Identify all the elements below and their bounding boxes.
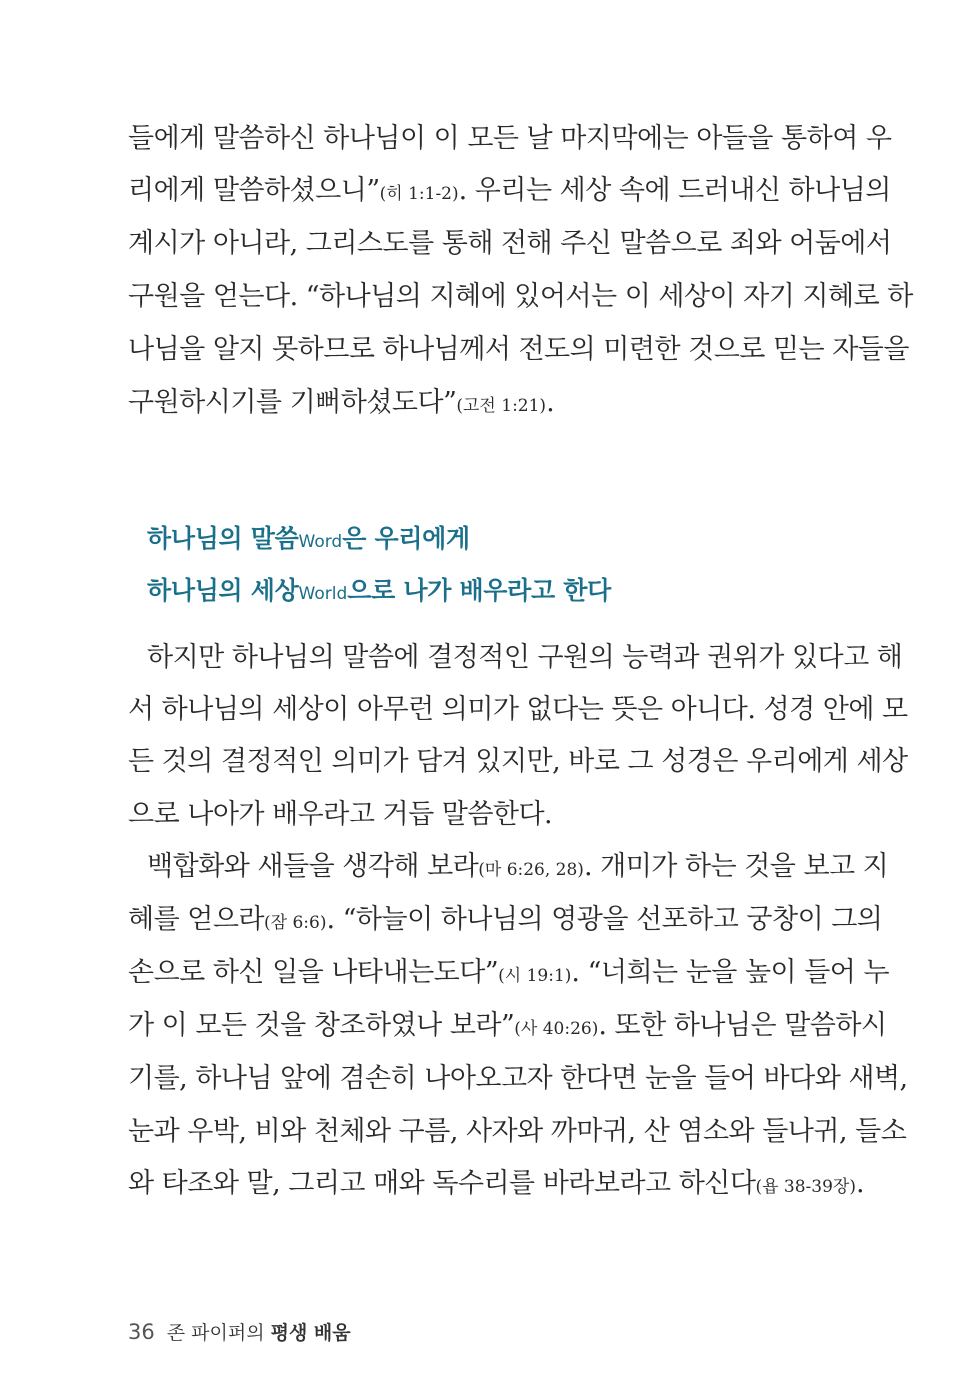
paragraph3-line (128, 1061, 908, 1097)
line-text: 기를, 하나님 앞에 겸손히 나아오고자 한다면 눈을 들어 바다와 새벽, (128, 1063, 908, 1094)
heading-english-word: World (298, 584, 348, 604)
book-title-plain: 존 파이퍼의 (166, 1322, 265, 1344)
paragraph2-line (128, 692, 908, 728)
paragraph3-line (128, 902, 883, 941)
paragraph1-line (128, 173, 891, 212)
line-text: 들에게 말씀하신 하나님이 이 모든 날 마지막에는 아들을 통하여 우 (128, 123, 892, 154)
paragraph2-line (128, 744, 908, 780)
scripture-citation: (욥 38-39장) (755, 1177, 856, 1197)
line-text: . 또한 하나님은 말씀하시 (598, 1010, 887, 1041)
paragraph1-line (128, 332, 909, 368)
scripture-citation: (사 40:26) (514, 1019, 599, 1039)
paragraph2-line (128, 797, 818, 833)
line-text: 가 이 모든 것을 창조하였나 보라” (128, 1010, 515, 1041)
paragraph1-line (128, 385, 818, 424)
scripture-citation: (고전 1:21) (456, 396, 547, 416)
heading-english-word: Word (298, 532, 343, 552)
scripture-citation: (히 1:1-2) (379, 184, 459, 204)
line-text: . (856, 1168, 865, 1199)
paragraph3-line (147, 849, 889, 888)
line-text: . (546, 387, 555, 418)
paragraph3-line (128, 1008, 887, 1047)
paragraph3-line (128, 1114, 907, 1150)
heading-text: 하나님의 말씀 (147, 524, 299, 553)
line-text: 리에게 말씀하셨으니” (128, 175, 380, 206)
line-text: 계시가 아니라, 그리스도를 통해 전해 주신 말씀으로 죄와 어둠에서 (128, 228, 892, 259)
paragraph3-line (128, 1166, 865, 1205)
line-text: 하지만 하나님의 말씀에 결정적인 구원의 능력과 권위가 있다고 해 (147, 642, 903, 673)
paragraph1-line (128, 121, 892, 157)
line-text: 으로 나아가 배우라고 거듭 말씀한다. (128, 799, 553, 830)
scripture-citation: (마 6:26, 28) (478, 860, 584, 880)
line-text: . “너희는 눈을 높이 들어 누 (571, 957, 890, 988)
line-text: 손으로 하신 일을 나타내는도다” (128, 957, 499, 988)
line-text: 구원하시기를 기뻐하셨도다” (128, 387, 457, 418)
paragraph1-line (128, 226, 892, 262)
scripture-citation: (잠 6:6) (264, 913, 327, 933)
heading-text: 으로 나가 배우라고 한다 (347, 576, 611, 605)
line-text: . 개미가 하는 것을 보고 지 (583, 851, 889, 882)
book-title-bold: 평생 배움 (270, 1322, 351, 1344)
page-number: 36 (128, 1320, 155, 1344)
line-text: 구원을 얻는다. “하나님의 지혜에 있어서는 이 세상이 자기 지혜로 하 (128, 281, 913, 312)
page-footer (128, 1318, 351, 1345)
line-text: 나님을 알지 못하므로 하나님께서 전도의 미련한 것으로 믿는 자들을 (128, 334, 909, 365)
line-text: . 우리는 세상 속에 드러내신 하나님의 (458, 175, 891, 206)
line-text: 와 타조와 말, 그리고 매와 독수리를 바라보라고 하신다 (128, 1168, 756, 1199)
heading-text: 하나님의 세상 (147, 576, 299, 605)
paragraph1-line (128, 279, 913, 315)
paragraph3-line (128, 955, 890, 994)
scripture-citation: (시 19:1) (498, 966, 572, 986)
line-text: 든 것의 결정적인 의미가 담겨 있지만, 바로 그 성경은 우리에게 세상 (128, 746, 908, 777)
line-text: 눈과 우박, 비와 천체와 구름, 사자와 까마귀, 산 염소와 들나귀, 들소 (128, 1116, 907, 1147)
paragraph2-line (147, 640, 903, 676)
section-heading-line1 (147, 522, 470, 559)
line-text: 서 하나님의 세상이 아무런 의미가 없다는 뜻은 아니다. 성경 안에 모 (128, 694, 908, 725)
heading-text: 은 우리에게 (342, 524, 470, 553)
line-text: 백합화와 새들을 생각해 보라 (147, 851, 479, 882)
line-text: . “하늘이 하나님의 영광을 선포하고 궁창이 그의 (326, 904, 883, 935)
section-heading-line2 (147, 574, 611, 611)
line-text: 혜를 얻으라 (128, 904, 264, 935)
